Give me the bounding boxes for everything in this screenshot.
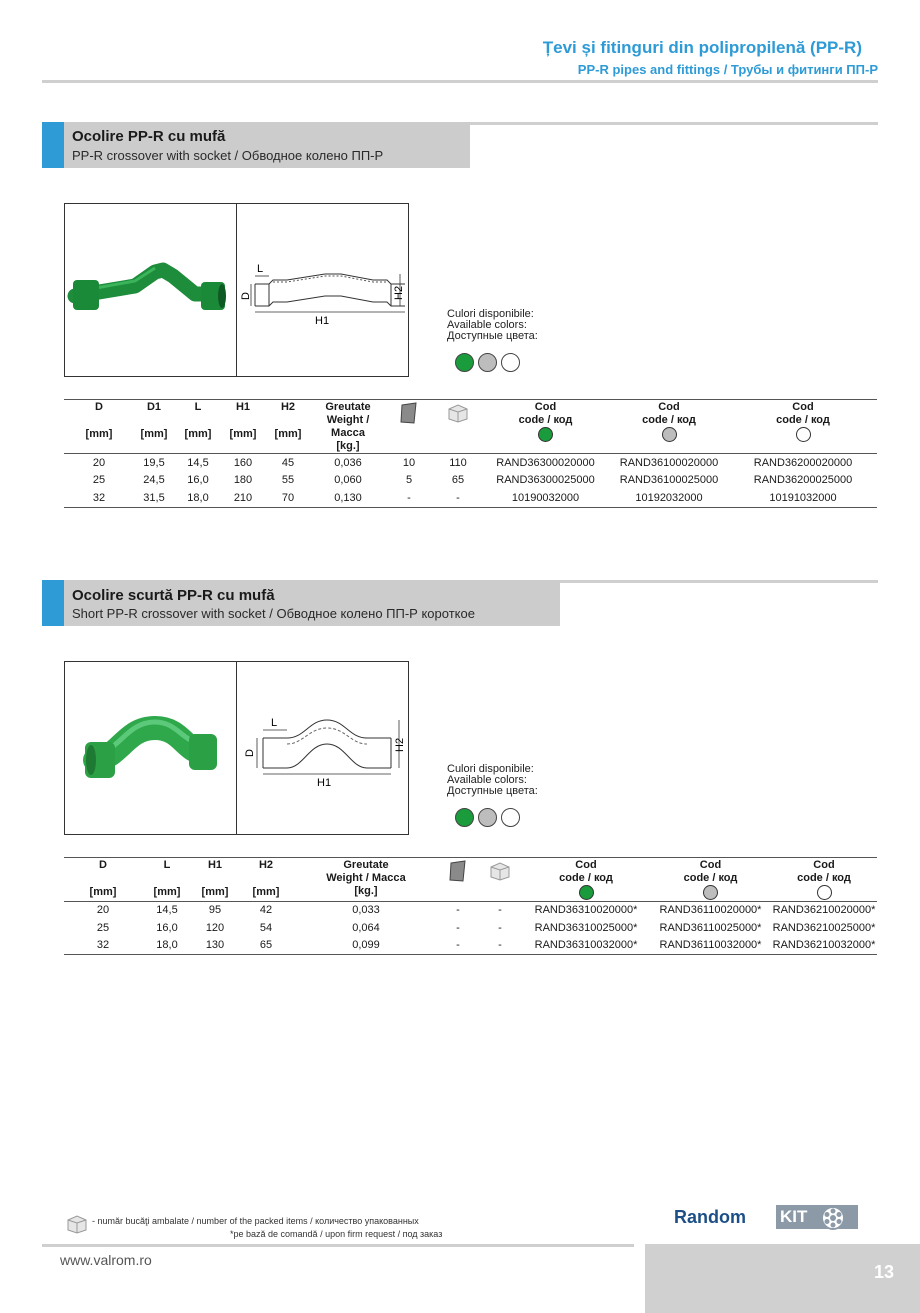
section-2-accent — [42, 580, 64, 626]
cell: 0,060 — [334, 474, 362, 487]
section-1-accent — [42, 122, 64, 168]
cell: 0,064 — [352, 921, 380, 934]
col-h2: H2 — [258, 859, 274, 871]
short-crossover-drawing — [237, 662, 408, 834]
cell: 18,0 — [187, 491, 209, 504]
cell: - — [407, 491, 411, 504]
unit-mm: [mm] — [153, 886, 181, 898]
bag-icon — [399, 401, 419, 425]
header-title: Țevi și fitinguri din polipropilenă (PP-R) — [542, 38, 862, 57]
dim-label-h2: H2 — [394, 737, 406, 752]
cell: RAND36310020000* — [534, 904, 638, 917]
unit-mm: [mm] — [274, 428, 302, 440]
cell: - — [456, 921, 460, 934]
color-swatch-grey — [478, 808, 497, 827]
cell: 54 — [259, 921, 273, 934]
col-h1: H1 — [235, 401, 251, 413]
unit-kg: [kg.] — [354, 885, 378, 897]
dim-label-h2: H2 — [393, 285, 405, 300]
box-icon — [64, 1212, 90, 1234]
section-2-table — [64, 859, 877, 955]
cell: 14,5 — [156, 904, 178, 917]
dim-label-h1: H1 — [315, 315, 330, 327]
unit-mm: [mm] — [85, 428, 113, 440]
logo-pipes-icon — [820, 1205, 846, 1231]
short-crossover-photo — [65, 662, 236, 834]
color-white-icon — [817, 885, 832, 900]
cell: - — [498, 921, 502, 934]
table-1-top-line — [64, 399, 877, 400]
table-row — [64, 919, 877, 937]
cell: 10190032000 — [511, 491, 580, 504]
col-d1: D1 — [146, 401, 162, 413]
section-1-color-swatches — [455, 353, 520, 372]
cell: 31,5 — [143, 491, 165, 504]
brand-logo — [674, 1203, 859, 1233]
unit-mm: [mm] — [89, 886, 117, 898]
table-row — [64, 472, 877, 490]
cell: 16,0 — [187, 474, 209, 487]
header-divider — [42, 80, 878, 83]
col-weight-sub: Weight / Масса — [326, 872, 406, 884]
table-header-row — [64, 859, 877, 901]
section-2-colors-label — [447, 764, 538, 797]
section-1-divider — [470, 122, 878, 125]
table-row — [64, 489, 877, 507]
cell: 10 — [402, 456, 416, 469]
box-icon — [487, 859, 513, 881]
cell: 10192032000 — [635, 491, 703, 504]
col-h2: H2 — [280, 401, 296, 413]
cell: RAND36210032000* — [772, 939, 876, 952]
color-swatch-grey — [478, 353, 497, 372]
logo-kit: KIT — [776, 1205, 858, 1229]
cell: RAND36110032000* — [659, 939, 762, 952]
col-cod-sub: code / код — [518, 414, 573, 426]
bag-icon — [448, 859, 468, 883]
footer-note-request: *pe bază de comandă / upon firm request / под заказ — [230, 1229, 443, 1239]
col-h1: H1 — [207, 859, 223, 871]
cell: RAND36100020000 — [619, 456, 719, 469]
table-row — [64, 901, 877, 919]
crossover-drawing — [237, 204, 408, 376]
color-swatch-green — [455, 808, 474, 827]
cell: 10191032000 — [769, 491, 837, 504]
section-2-subtitle: Short PP-R crossover with socket / Обводное колено ПП-Р короткое — [72, 606, 475, 621]
unit-mm: [mm] — [201, 886, 229, 898]
footer-divider — [42, 1244, 634, 1247]
table-2-top-line — [64, 857, 877, 858]
unit-mm: [mm] — [229, 428, 257, 440]
section-1-title: Ocolire PP-R cu mufă — [72, 128, 226, 145]
color-green-icon — [579, 885, 594, 900]
color-green-icon — [538, 427, 553, 442]
unit-mm: [mm] — [184, 428, 212, 440]
cell: RAND36300025000 — [496, 474, 595, 487]
col-weight-sub: Weight / Масса — [326, 414, 370, 439]
cell: - — [456, 939, 460, 952]
cell: RAND36110020000* — [659, 904, 762, 917]
color-swatch-white — [501, 353, 520, 372]
cell: 0,033 — [352, 904, 380, 917]
dim-label-l: L — [271, 717, 278, 729]
col-weight: Greutate — [325, 401, 371, 413]
col-cod: Cod — [792, 401, 814, 413]
cell: RAND36110025000* — [659, 921, 762, 934]
colors-label-ru: Доступные цвета: — [447, 330, 538, 342]
cell: - — [498, 939, 502, 952]
col-cod-sub: code / код — [683, 872, 738, 884]
col-cod: Cod — [534, 401, 557, 413]
cell: 130 — [205, 939, 225, 952]
cell: 19,5 — [143, 456, 165, 469]
col-l: L — [194, 401, 202, 413]
box-icon — [445, 401, 471, 423]
section-1-subtitle: PP-R crossover with socket / Обводное колено ПП-Р — [72, 148, 384, 163]
cell: 210 — [233, 491, 253, 504]
crossover-photo — [65, 204, 236, 376]
cell: RAND36300020000 — [496, 456, 595, 469]
col-cod-sub: code / код — [776, 414, 830, 426]
unit-mm: [mm] — [140, 428, 168, 440]
cell: 65 — [451, 474, 465, 487]
color-swatch-green — [455, 353, 474, 372]
cell: 0,099 — [352, 939, 380, 952]
color-swatch-white — [501, 808, 520, 827]
dim-label-l: L — [257, 263, 264, 275]
cell: 18,0 — [156, 939, 178, 952]
col-cod-sub: code / код — [559, 872, 613, 884]
cell: 45 — [281, 456, 295, 469]
cell: - — [498, 904, 502, 917]
section-1-product-figure — [64, 203, 409, 377]
cell: 24,5 — [143, 474, 165, 487]
colors-label-ro: Culori disponibile: — [447, 763, 534, 775]
cell: 5 — [405, 474, 413, 487]
colors-label-en: Available colors: — [447, 774, 527, 786]
col-cod: Cod — [813, 859, 835, 871]
colors-label-ru: Доступные цвета: — [447, 785, 538, 797]
col-weight: Greutate — [343, 859, 389, 871]
col-d: D — [95, 401, 103, 413]
cell: RAND36310032000* — [534, 939, 638, 952]
section-1-colors-label — [447, 309, 538, 342]
cell: 20 — [96, 904, 110, 917]
color-white-icon — [796, 427, 811, 442]
dim-label-h1: H1 — [317, 777, 332, 789]
cell: 120 — [205, 921, 225, 934]
cell: RAND36310025000* — [534, 921, 638, 934]
dim-label-d: D — [240, 292, 252, 300]
cell: RAND36210020000* — [772, 904, 876, 917]
section-2-title: Ocolire scurtă PP-R cu mufă — [72, 587, 275, 604]
col-d: D — [99, 859, 107, 871]
table-row — [64, 937, 877, 955]
cell: 65 — [259, 939, 273, 952]
cell: RAND36200020000 — [753, 456, 853, 469]
col-cod-sub: code / код — [642, 414, 696, 426]
unit-kg: [kg.] — [336, 440, 360, 452]
cell: 110 — [449, 456, 467, 469]
section-1-table — [64, 401, 877, 508]
cell: - — [456, 491, 460, 504]
colors-label-en: Available colors: — [447, 319, 527, 331]
cell: 180 — [233, 474, 253, 487]
cell: 55 — [281, 474, 295, 487]
cell: 25 — [92, 474, 106, 487]
cell: 16,0 — [156, 921, 178, 934]
col-cod: Cod — [699, 859, 722, 871]
section-2-divider — [560, 580, 878, 583]
cell: RAND36210025000* — [772, 921, 876, 934]
color-grey-icon — [662, 427, 677, 442]
col-cod: Cod — [575, 859, 597, 871]
page-number: 13 — [873, 1262, 894, 1282]
cell: RAND36200025000 — [753, 474, 853, 487]
table-row — [64, 454, 877, 472]
colors-label-ro: Culori disponibile: — [447, 308, 534, 320]
unit-mm: [mm] — [252, 886, 280, 898]
cell: 25 — [96, 921, 110, 934]
logo-text: Random — [674, 1207, 746, 1227]
col-l: L — [163, 859, 171, 871]
cell: 42 — [259, 904, 273, 917]
cell: 70 — [281, 491, 295, 504]
cell: RAND36100025000 — [619, 474, 719, 487]
header-subtitle: PP-R pipes and fittings / Трубы и фитинги ПП-Р — [577, 62, 878, 77]
cell: 95 — [208, 904, 222, 917]
cell: 14,5 — [187, 456, 209, 469]
col-cod-sub: code / код — [797, 872, 851, 884]
cell: - — [456, 904, 460, 917]
dim-label-d: D — [244, 749, 256, 757]
table-header-row — [64, 401, 877, 454]
cell: 160 — [233, 456, 253, 469]
footer-note-packed: - număr bucăţi ambalate / number of the packed items / количество упакованных — [92, 1216, 419, 1226]
color-grey-icon — [703, 885, 718, 900]
cell: 0,130 — [334, 491, 362, 504]
cell: 32 — [96, 939, 110, 952]
cell: 0,036 — [334, 456, 362, 469]
section-2-color-swatches — [455, 808, 520, 827]
cell: 32 — [92, 491, 106, 504]
section-2-product-figure — [64, 661, 409, 835]
cell: 20 — [92, 456, 106, 469]
col-cod: Cod — [658, 401, 680, 413]
footer-website[interactable]: www.valrom.ro — [60, 1252, 152, 1268]
